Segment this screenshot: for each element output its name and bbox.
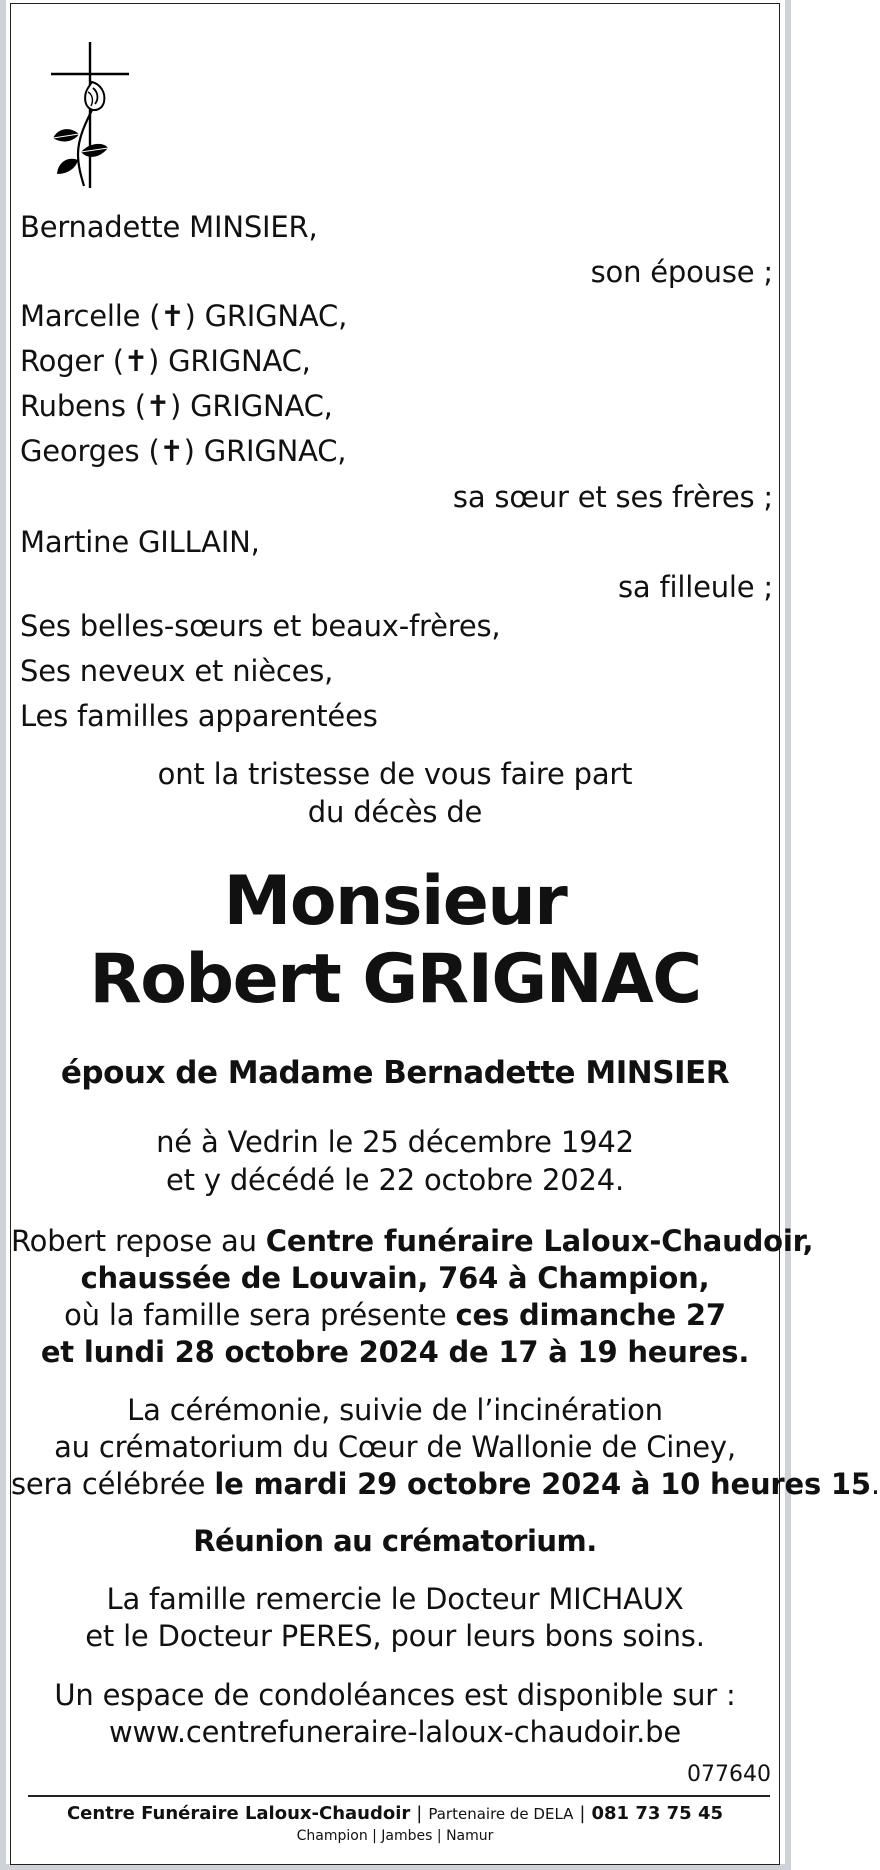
family-presence-line: [11, 1298, 779, 1332]
condolences-line: Un espace de condoléances est disponible sur :: [54, 1678, 736, 1712]
repose-address: [11, 1261, 779, 1295]
footer-locations: Champion | Jambes | Namur: [296, 1828, 494, 1844]
spouse-name: Bernadette MINSIER,: [20, 210, 318, 244]
repose-prefix: Robert repose au: [11, 1224, 266, 1258]
announcement-line: ont la tristesse de vous faire part: [157, 757, 633, 791]
other-family-line: Ses belles-sœurs et beaux-frères,: [20, 609, 501, 643]
siblings-relation: sa sœur et ses frères ;: [452, 480, 773, 514]
footer-partner: Partenaire de DELA: [428, 1805, 574, 1823]
other-family-line: Ses neveux et nièces,: [20, 654, 334, 688]
sibling-name: Rubens (✝) GRIGNAC,: [20, 389, 333, 423]
sibling-name: Georges (✝) GRIGNAC,: [20, 434, 347, 468]
ceremony-date-line: [11, 1467, 880, 1501]
ceremony-date-suffix: .: [870, 1467, 880, 1501]
spouse-relation: son épouse ;: [590, 255, 773, 289]
frame-edge-right: [785, 0, 791, 1870]
sibling-name: Marcelle (✝) GRIGNAC,: [20, 299, 348, 333]
thanks-line: La famille remercie le Docteur MICHAUX: [106, 1582, 684, 1616]
ceremony-line: au crématorium du Cœur de Wallonie de Ciney,: [54, 1430, 736, 1464]
frame-edge-left: [0, 0, 6, 1870]
sibling-name: Roger (✝) GRIGNAC,: [20, 344, 311, 378]
condolences-url[interactable]: www.centrefuneraire-laloux-chaudoir.be: [109, 1715, 681, 1749]
death-line: et y décédé le 22 octobre 2024.: [166, 1163, 624, 1197]
thanks-line: et le Docteur PERES, pour leurs bons soins.: [85, 1619, 705, 1653]
footer-company: Centre Funéraire Laloux-Chaudoir: [66, 1803, 411, 1824]
repose-address-text: chaussée de Louvain, 764 à Champion,: [80, 1261, 710, 1295]
repose-line: [11, 1224, 814, 1258]
footer-separator: |: [416, 1803, 423, 1824]
meeting-note: Réunion au crématorium.: [193, 1524, 597, 1558]
ceremony-line: La cérémonie, suivie de l’incinération: [127, 1393, 663, 1427]
footer-company-line: [11, 1802, 779, 1826]
family-presence-days: ces dimanche 27: [455, 1298, 726, 1332]
announcement-line: du décès de: [307, 795, 483, 829]
reference-number: 077640: [687, 1762, 771, 1787]
goddaughter-name: Martine GILLAIN,: [20, 525, 260, 559]
repose-place: Centre funéraire Laloux-Chaudoir,: [265, 1224, 814, 1258]
footer-divider: [28, 1795, 770, 1797]
deceased-spouse-of: époux de Madame Bernadette MINSIER: [60, 1055, 730, 1091]
ceremony-date: le mardi 29 octobre 2024 à 10 heures 15: [214, 1467, 871, 1501]
family-presence-hours-text: et lundi 28 octobre 2024 de 17 à 19 heures.: [40, 1335, 750, 1369]
footer-separator: |: [579, 1803, 586, 1824]
cross-with-rose-icon: [48, 42, 132, 188]
ceremony-date-prefix: sera célébrée: [11, 1467, 215, 1501]
deceased-name: Robert GRIGNAC: [89, 940, 701, 1019]
birth-line: né à Vedrin le 25 décembre 1942: [156, 1125, 634, 1159]
other-family-line: Les familles apparentées: [20, 699, 378, 733]
family-presence-prefix: où la famille sera présente: [64, 1298, 456, 1332]
goddaughter-relation: sa filleule ;: [618, 570, 773, 604]
family-presence-hours: [11, 1335, 779, 1369]
footer-phone[interactable]: 081 73 75 45: [591, 1803, 724, 1824]
deceased-title: Monsieur: [223, 862, 567, 941]
